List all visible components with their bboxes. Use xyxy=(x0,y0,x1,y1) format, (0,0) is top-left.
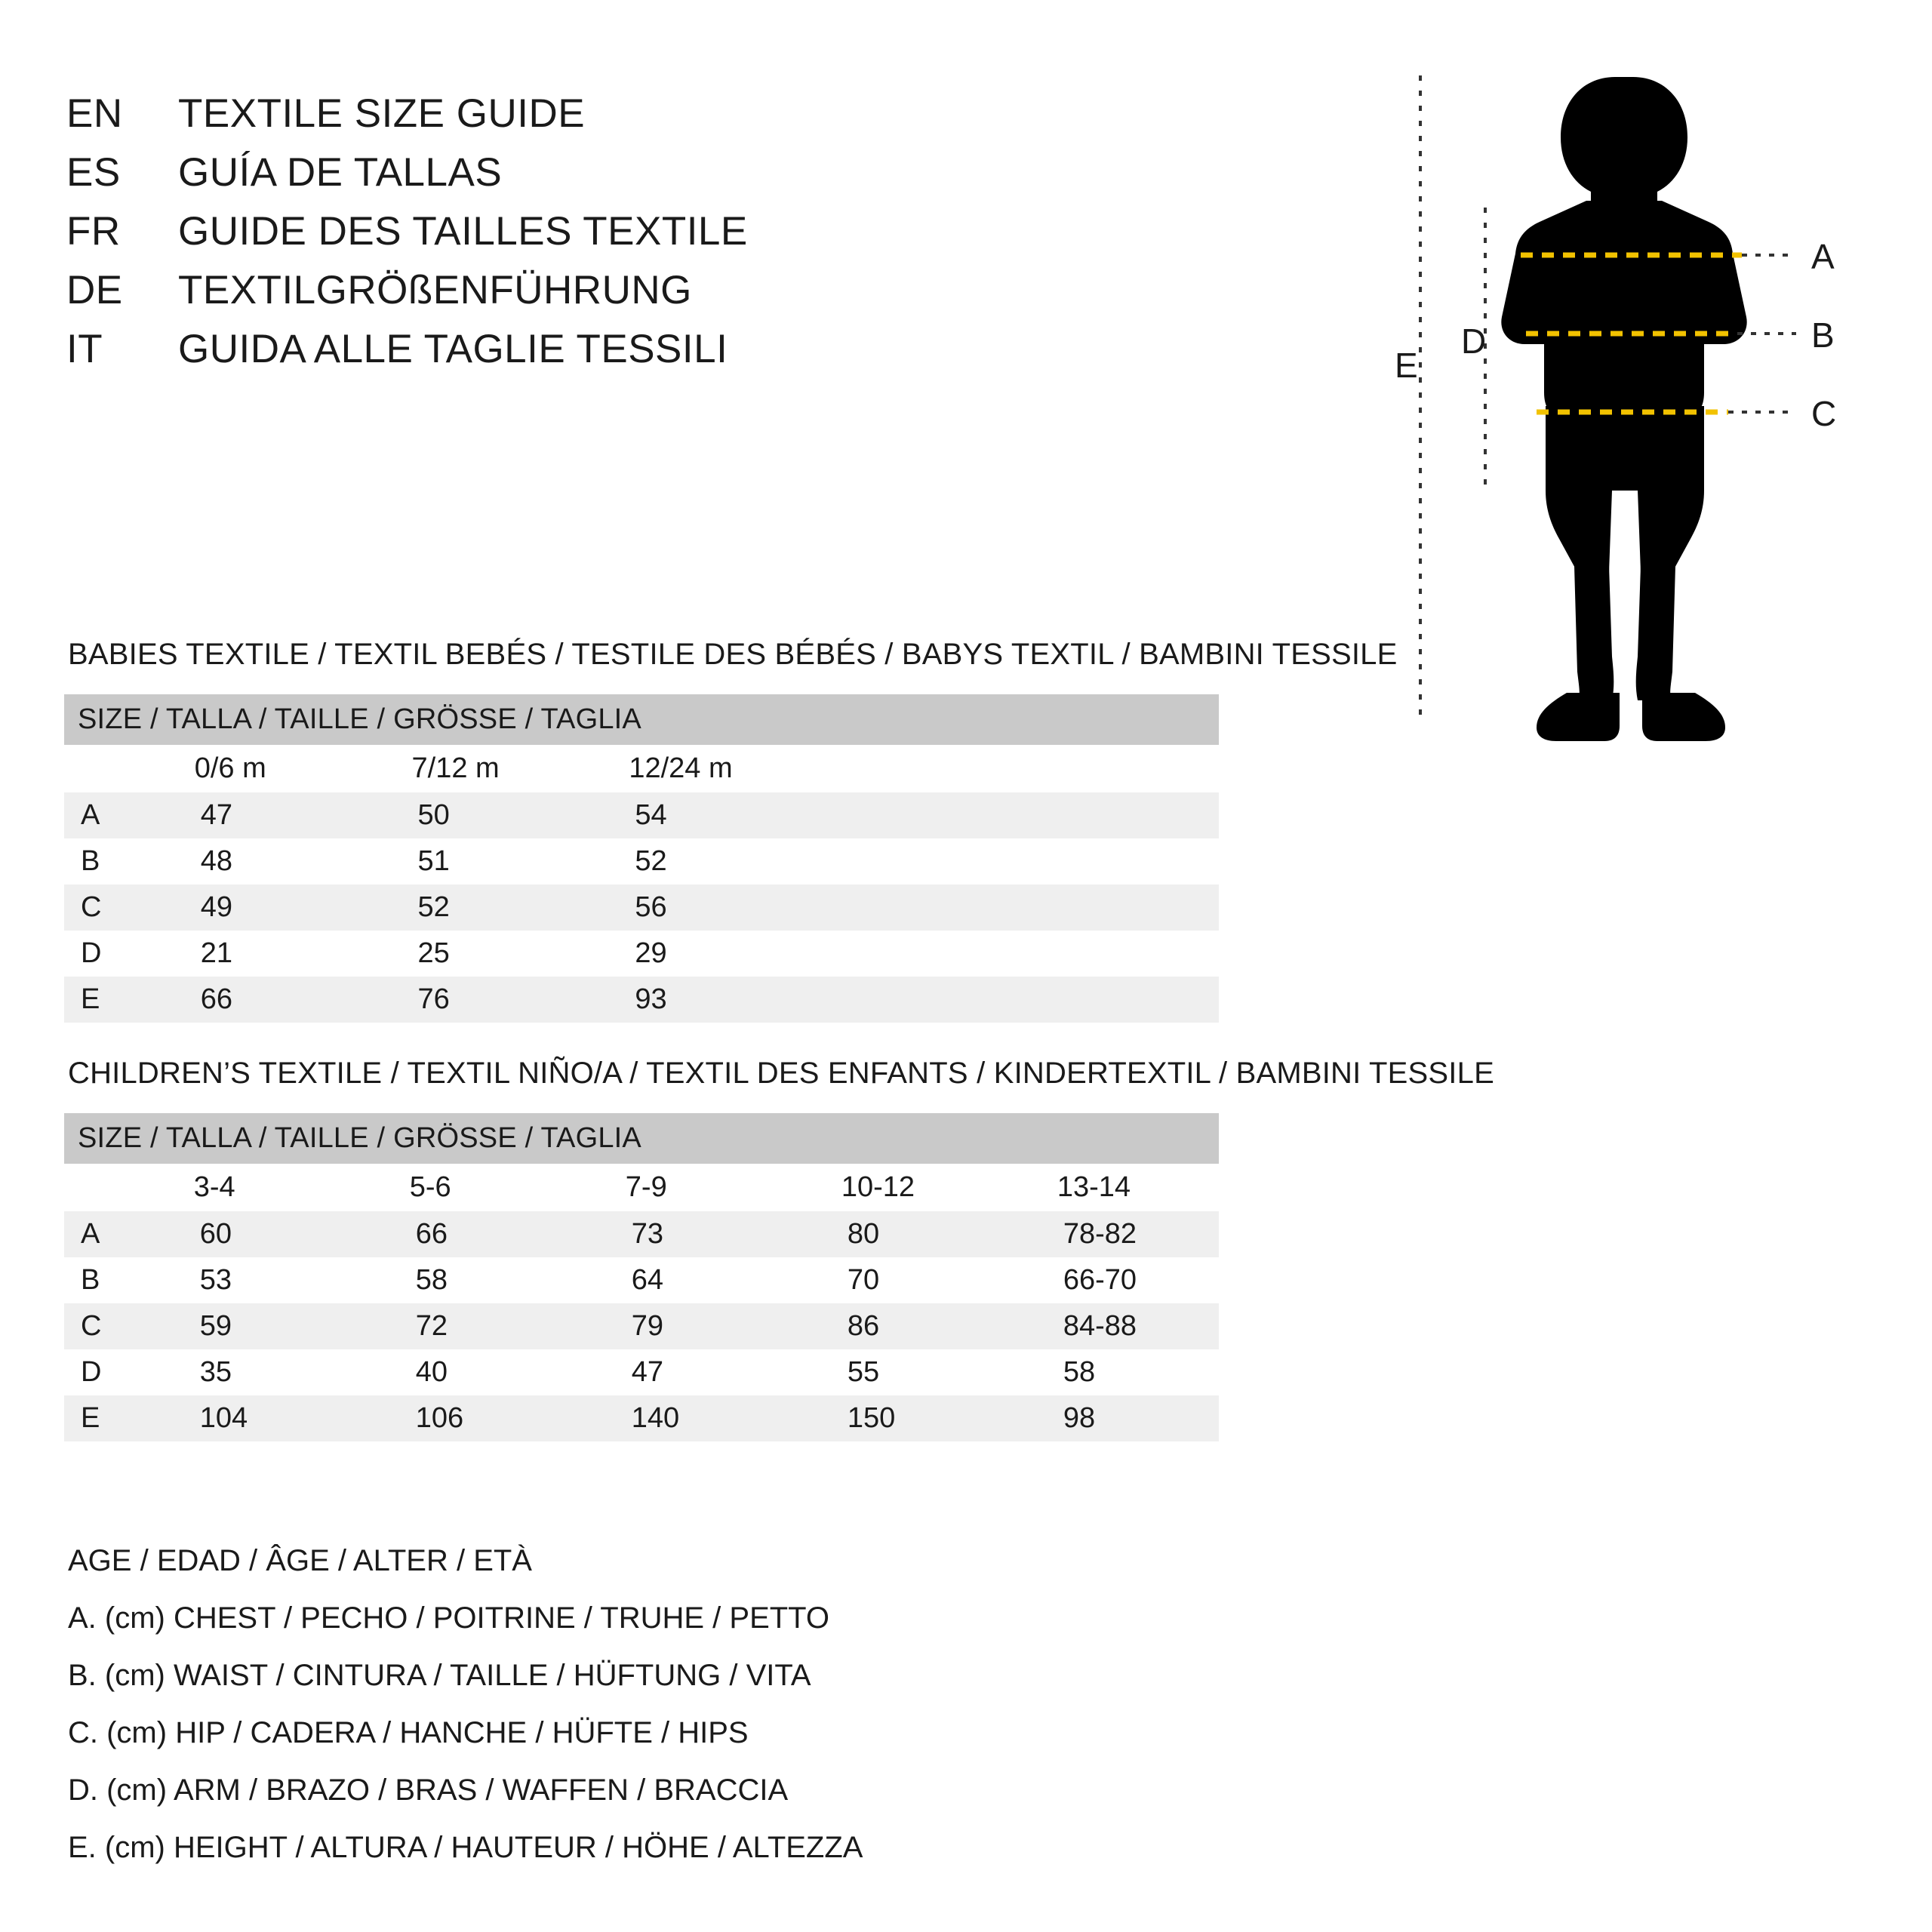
children-a-1: 66 xyxy=(415,1218,448,1250)
children-b-2: 64 xyxy=(631,1264,664,1296)
babies-c-0: 49 xyxy=(200,891,232,923)
babies-pad-cell xyxy=(792,838,1219,884)
children-b-1: 58 xyxy=(415,1264,448,1296)
children-a-0: 60 xyxy=(199,1218,232,1250)
babies-pad-cell xyxy=(792,931,1219,977)
children-b-4: 66-70 xyxy=(1063,1264,1137,1296)
children-column-head-row xyxy=(64,1164,1219,1211)
children-row-label-c: C xyxy=(64,1303,140,1349)
children-col-4: 13-14 xyxy=(1057,1171,1131,1203)
language-header xyxy=(66,91,1198,385)
language-code-es: ES xyxy=(66,150,121,195)
table-row xyxy=(64,792,1219,838)
children-a-4: 78-82 xyxy=(1063,1218,1137,1250)
babies-pad-cell xyxy=(792,884,1219,931)
language-row-fr xyxy=(66,208,1198,267)
measurement-figure xyxy=(1389,68,1872,762)
children-e-0: 104 xyxy=(199,1402,248,1434)
children-d-0: 35 xyxy=(199,1356,232,1388)
table-row xyxy=(64,838,1219,884)
children-c-0: 59 xyxy=(199,1310,232,1342)
babies-table-header: SIZE / TALLA / TAILLE / GRÖSSE / TAGLIA xyxy=(64,694,1219,745)
table-row xyxy=(64,1303,1219,1349)
table-row xyxy=(64,1395,1219,1441)
legend-item-c: C. (cm) HIP / CADERA / HANCHE / HÜFTE / HIPS xyxy=(68,1716,749,1749)
children-col-1: 5-6 xyxy=(409,1171,451,1203)
babies-col-1: 7/12 m xyxy=(411,752,500,784)
children-d-3: 55 xyxy=(847,1356,880,1388)
babies-size-table xyxy=(64,694,1219,1023)
measurement-legend xyxy=(68,1532,1351,1876)
language-title-it: GUIDA ALLE TAGLIE TESSILI xyxy=(178,327,728,371)
empty-corner-cell xyxy=(64,745,140,792)
children-col-3: 10-12 xyxy=(841,1171,915,1203)
babies-d-2: 29 xyxy=(635,937,667,969)
babies-b-2: 52 xyxy=(635,845,667,877)
table-row xyxy=(64,1257,1219,1303)
table-header-row xyxy=(64,694,1219,745)
babies-e-2: 93 xyxy=(635,983,667,1015)
children-row-label-e: E xyxy=(64,1395,140,1441)
children-section-title: CHILDREN’S TEXTILE / TEXTIL NIÑO/A / TEXTIL DES ENFANTS / KINDERTEXTIL / BAMBINI TESSILE xyxy=(68,1057,1494,1090)
children-col-0: 3-4 xyxy=(193,1171,235,1203)
language-row-de xyxy=(66,267,1198,326)
babies-c-2: 56 xyxy=(635,891,667,923)
babies-col-0: 0/6 m xyxy=(194,752,266,784)
babies-b-0: 48 xyxy=(200,845,232,877)
legend-item-e: E. (cm) HEIGHT / ALTURA / HAUTEUR / HÖHE / ALTEZZA xyxy=(68,1831,863,1864)
language-code-de: DE xyxy=(66,268,123,312)
children-a-3: 80 xyxy=(847,1218,880,1250)
language-row-en xyxy=(66,91,1198,149)
babies-row-label-b: B xyxy=(64,838,140,884)
children-c-2: 79 xyxy=(631,1310,664,1342)
babies-a-0: 47 xyxy=(200,799,232,831)
table-row xyxy=(64,1349,1219,1395)
children-row-label-b: B xyxy=(64,1257,140,1303)
legend-heading: AGE / EDAD / ÂGE / ALTER / ETÀ xyxy=(68,1544,532,1577)
children-e-2: 140 xyxy=(631,1402,680,1434)
children-col-2: 7-9 xyxy=(625,1171,667,1203)
children-d-1: 40 xyxy=(415,1356,448,1388)
babies-pad-cell xyxy=(792,977,1219,1023)
language-row-es xyxy=(66,149,1198,208)
babies-section-title: BABIES TEXTILE / TEXTIL BEBÉS / TESTILE DES BÉBÉS / BABYS TEXTIL / BAMBINI TESSILE xyxy=(68,638,1398,671)
babies-e-1: 76 xyxy=(417,983,450,1015)
babies-column-head-row xyxy=(64,745,1219,792)
table-row xyxy=(64,884,1219,931)
language-row-it xyxy=(66,326,1198,385)
language-title-en: TEXTILE SIZE GUIDE xyxy=(178,91,586,136)
babies-b-1: 51 xyxy=(417,845,450,877)
children-e-4: 98 xyxy=(1063,1402,1096,1434)
babies-e-0: 66 xyxy=(200,983,232,1015)
language-title-fr: GUIDE DES TAILLES TEXTILE xyxy=(178,209,748,254)
language-title-de: TEXTILGRÖßENFÜHRUNG xyxy=(178,268,692,312)
children-a-2: 73 xyxy=(631,1218,664,1250)
language-code-fr: FR xyxy=(66,209,121,254)
table-row xyxy=(64,1211,1219,1257)
children-table-header: SIZE / TALLA / TAILLE / GRÖSSE / TAGLIA xyxy=(64,1113,1219,1164)
table-row xyxy=(64,977,1219,1023)
figure-label-a: A xyxy=(1811,237,1835,276)
babies-d-1: 25 xyxy=(417,937,450,969)
babies-row-label-d: D xyxy=(64,931,140,977)
babies-c-1: 52 xyxy=(417,891,450,923)
babies-col-2: 12/24 m xyxy=(629,752,733,784)
table-row xyxy=(64,931,1219,977)
figure-label-b: B xyxy=(1811,315,1835,355)
children-c-4: 84-88 xyxy=(1063,1310,1137,1342)
children-b-3: 70 xyxy=(847,1264,880,1296)
babies-row-label-a: A xyxy=(64,792,140,838)
babies-a-1: 50 xyxy=(417,799,450,831)
children-c-1: 72 xyxy=(415,1310,448,1342)
empty-corner-cell xyxy=(64,1164,140,1211)
legend-item-d: D. (cm) ARM / BRAZO / BRAS / WAFFEN / BRACCIA xyxy=(68,1774,789,1807)
babies-pad-cell xyxy=(792,792,1219,838)
children-c-3: 86 xyxy=(847,1310,880,1342)
children-d-2: 47 xyxy=(631,1356,664,1388)
children-d-4: 58 xyxy=(1063,1356,1096,1388)
children-b-0: 53 xyxy=(199,1264,232,1296)
babies-row-label-e: E xyxy=(64,977,140,1023)
child-silhouette-icon xyxy=(1389,68,1872,762)
children-row-label-d: D xyxy=(64,1349,140,1395)
babies-pad-cell xyxy=(792,745,1219,792)
children-size-table xyxy=(64,1113,1219,1441)
figure-label-c: C xyxy=(1811,394,1837,433)
figure-label-d: D xyxy=(1461,321,1487,361)
language-code-it: IT xyxy=(66,327,103,371)
children-row-label-a: A xyxy=(64,1211,140,1257)
language-title-es: GUÍA DE TALLAS xyxy=(178,150,503,195)
babies-row-label-c: C xyxy=(64,884,140,931)
babies-d-0: 21 xyxy=(200,937,232,969)
figure-label-e: E xyxy=(1395,346,1418,385)
language-code-en: EN xyxy=(66,91,123,136)
table-header-row xyxy=(64,1113,1219,1164)
children-e-3: 150 xyxy=(847,1402,896,1434)
babies-a-2: 54 xyxy=(635,799,667,831)
children-e-1: 106 xyxy=(415,1402,464,1434)
legend-item-a: A. (cm) CHEST / PECHO / POITRINE / TRUHE / PETTO xyxy=(68,1601,830,1635)
legend-item-b: B. (cm) WAIST / CINTURA / TAILLE / HÜFTUNG / VITA xyxy=(68,1659,811,1692)
